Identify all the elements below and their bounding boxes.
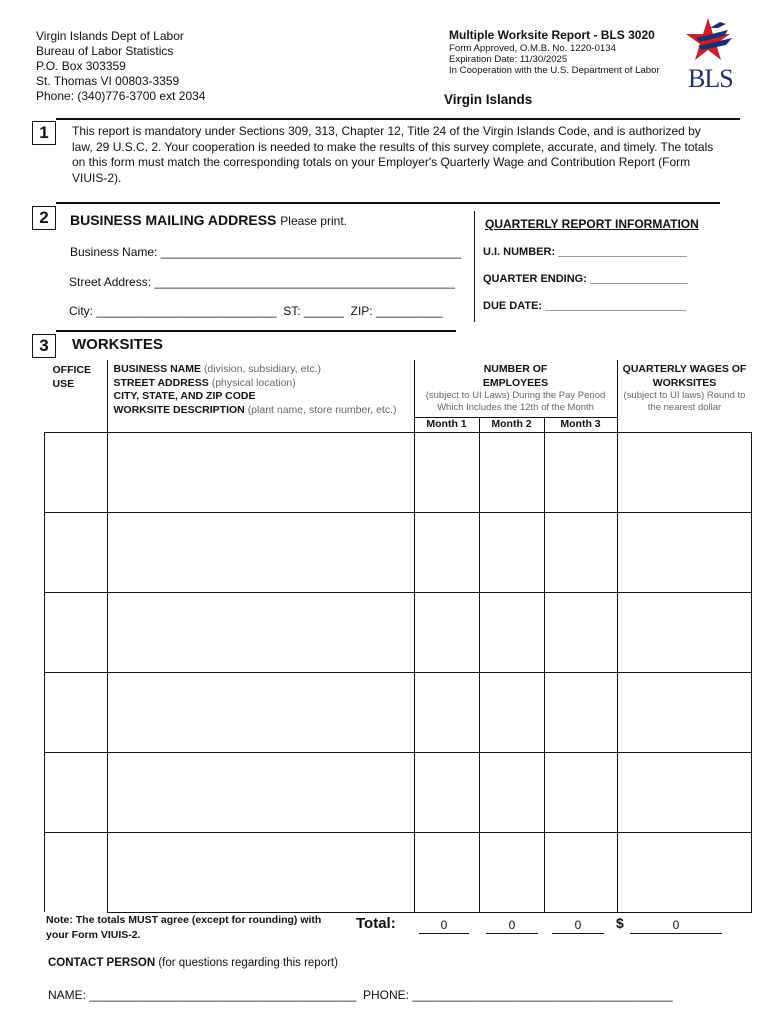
table-row [45,752,752,832]
wages-title: QUARTERLY WAGES OF WORKSITES [622,363,747,389]
agency-city: St. Thomas VI 00803-3359 [36,74,180,88]
month-1-cell[interactable] [414,512,479,592]
contact-person-label: CONTACT PERSON [48,957,156,969]
section-1-text: This report is mandatory under Sections 309, 313, Chapter 12, Title 24 of the Virgin Islands Code, and is authorized by law, 29 U.S.C. 2. Your cooperation is needed to make the results of this survey complete, accurate, and timely. The totals on this form must match the corresponding totals on your Employer's Quarterly Wage and Contribution Report (Form VIUIS-2). [72,124,714,185]
form-expiration: Expiration Date: 11/30/2025 [449,54,568,65]
business-info-cell[interactable] [107,752,414,832]
month-3-cell[interactable] [544,592,617,672]
wages-cell[interactable] [617,832,752,912]
business-name-line[interactable]: _____________________________________________ [160,245,462,259]
total-month-1[interactable]: 0 [419,918,469,934]
quarter-ending-line[interactable]: ________________ [589,273,688,285]
zip-line[interactable]: __________ [375,304,443,318]
table-row [45,592,752,672]
ui-number-line[interactable]: _____________________ [558,246,687,258]
contact-fields [48,988,673,1002]
business-info-cell[interactable] [107,512,414,592]
table-row [45,512,752,592]
employees-title: NUMBER OF EMPLOYEES [482,363,549,389]
st-label: ST: [283,304,301,318]
total-month-2[interactable]: 0 [486,918,538,934]
city-state-zip-col-label: CITY, STATE, AND ZIP CODE [113,390,256,402]
wages-cell[interactable] [617,752,752,832]
form-info [449,28,660,76]
st-line[interactable]: ______ [303,304,344,318]
total-wages[interactable]: 0 [630,918,722,934]
office-use-header: OFFICE USE [45,360,108,432]
contact-person-note: (for questions regarding this report) [158,957,338,969]
month-3-cell[interactable] [544,752,617,832]
wages-header [617,360,752,432]
wages-cell[interactable] [617,592,752,672]
street-address-field[interactable] [69,275,455,289]
section-2-title [70,212,347,228]
month-3-cell[interactable] [544,432,617,512]
wages-cell[interactable] [617,672,752,752]
month-3-header: Month 3 [560,418,601,430]
month-2-header: Month 2 [480,418,545,432]
business-name-label: Business Name: [70,245,158,259]
business-info-header [107,360,414,432]
wages-cell[interactable] [617,432,752,512]
month-1-cell[interactable] [414,752,479,832]
month-2-cell[interactable] [479,752,544,832]
name-line[interactable]: ________________________________________ [89,988,357,1002]
month-1-cell[interactable] [414,672,479,752]
agency-address [36,29,205,104]
city-st-zip-field[interactable] [69,304,443,318]
office-use-cell [45,752,108,832]
month-1-cell[interactable] [414,592,479,672]
business-info-cell[interactable] [107,672,414,752]
bls-logo-text: BLS [688,64,733,93]
table-header-row [45,360,752,432]
street-address-label: Street Address: [69,275,152,289]
agency-name: Virgin Islands Dept of Labor [36,29,184,43]
month-2-cell[interactable] [479,512,544,592]
ui-number-label: U.I. NUMBER: [483,246,556,258]
dollar-sign: $ [616,915,624,931]
table-row [45,672,752,752]
table-row [45,832,752,912]
region-title: Virgin Islands [444,92,533,107]
worksite-description-col-note: (plant name, store number, etc.) [247,403,397,416]
business-mailing-address-heading: BUSINESS MAILING ADDRESS [70,212,277,228]
due-date-line[interactable]: _______________________ [545,300,686,312]
city-label: City: [69,304,93,318]
quarterly-report-box [474,211,719,322]
employees-header [414,360,617,432]
worksites-title: WORKSITES [72,336,163,353]
quarter-ending-label: QUARTER ENDING: [483,273,587,285]
name-label: NAME: [48,988,87,1002]
office-use-cell [45,672,108,752]
wages-cell[interactable] [617,512,752,592]
month-2-cell[interactable] [479,432,544,512]
month-2-cell[interactable] [479,832,544,912]
street-address-col-note: (physical location) [211,376,296,389]
office-use-cell [45,512,108,592]
phone-label: PHONE: [362,988,409,1002]
month-1-cell[interactable] [414,432,479,512]
form-approval: Form Approved, O.M.B. No. 1220-0134 [449,43,616,54]
month-1-header: Month 1 [415,418,480,432]
business-name-col-label: BUSINESS NAME [113,363,202,375]
business-name-col-note: (division, subsidiary, etc.) [203,363,322,375]
month-1-cell[interactable] [414,832,479,912]
quarter-ending-field[interactable] [483,273,688,285]
business-info-cell[interactable] [107,432,414,512]
office-use-cell [45,832,108,912]
totals-note: Note: The totals MUST agree (except for rounding) with your Form VIUIS-2. [46,914,322,941]
wages-note: (subject to UI laws) Round to the nearest dollar [623,390,746,413]
city-line[interactable]: ___________________________ [96,304,277,318]
month-2-cell[interactable] [479,672,544,752]
business-name-field[interactable] [70,245,461,259]
agency-po-box: P.O. Box 303359 [36,59,126,73]
ui-number-field[interactable] [483,246,687,258]
street-address-col-label: STREET ADDRESS [113,376,209,389]
zip-label: ZIP: [350,304,373,318]
office-use-cell [45,432,108,512]
street-address-line[interactable]: _____________________________________________ [154,275,455,289]
section-1-rule [56,118,740,120]
agency-phone: Phone: (340)776-3700 ext 2034 [36,89,206,103]
worksites-table [44,360,752,913]
star-eagle-icon [686,16,748,68]
section-3-rule [56,330,456,332]
phone-line[interactable]: _______________________________________ [412,988,673,1002]
agency-bureau: Bureau of Labor Statistics [36,44,174,58]
please-print-note: Please print. [280,214,347,228]
worksite-description-col-label: WORKSITE DESCRIPTION [113,403,245,416]
business-info-cell[interactable] [107,592,414,672]
section-2-rule [56,202,720,204]
due-date-label: DUE DATE: [483,300,543,312]
total-label: Total: [356,915,396,932]
form-title: Multiple Worksite Report - BLS 3020 [449,28,655,42]
quarterly-report-title: QUARTERLY REPORT INFORMATION [485,217,699,231]
total-month-3[interactable]: 0 [552,918,604,934]
form-cooperation: In Cooperation with the U.S. Department of Labor [449,65,660,76]
section-3-number: 3 [32,334,56,358]
office-use-cell [45,592,108,672]
month-3-cell[interactable] [544,832,617,912]
employees-note: (subject to UI Laws) During the Pay Period Which Includes the 12th of the Month [425,390,606,413]
month-3-cell[interactable] [544,672,617,752]
month-2-cell[interactable] [479,592,544,672]
section-2-number: 2 [32,206,56,230]
bls-logo [686,16,748,96]
month-3-cell[interactable] [544,512,617,592]
contact-heading [48,957,338,969]
section-1-number: 1 [32,121,56,145]
business-info-cell[interactable] [107,832,414,912]
table-row [45,432,752,512]
due-date-field[interactable] [483,300,686,312]
